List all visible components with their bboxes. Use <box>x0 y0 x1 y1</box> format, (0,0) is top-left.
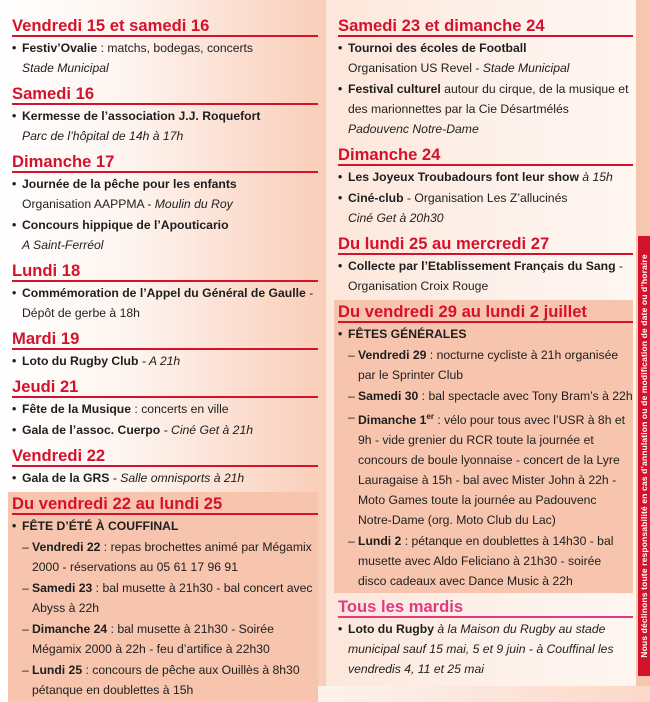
event-description: - Dépôt de gerbe à 18h <box>22 286 314 320</box>
event-item <box>12 516 318 536</box>
event-section <box>338 595 633 681</box>
event-item <box>338 324 633 344</box>
event-detail: - Ciné Get à 21h <box>160 423 253 437</box>
event-item <box>12 468 318 488</box>
section-heading: Dimanche 24 <box>338 143 633 166</box>
section-heading: Du vendredi 22 au lundi 25 <box>12 492 318 515</box>
event-description: : concerts en ville <box>131 402 229 416</box>
event-item <box>12 174 318 194</box>
sub-event-item <box>338 345 633 385</box>
venue-text: Moulin du Roy <box>154 197 233 211</box>
event-item <box>12 283 318 323</box>
event-organizer <box>12 194 318 214</box>
event-title: Gala de la GRS <box>22 471 110 485</box>
event-title: FÊTES GÉNÉRALES <box>348 327 467 341</box>
sub-event-item <box>12 537 318 577</box>
sub-event-item <box>12 660 318 700</box>
right-column-content <box>338 0 633 681</box>
event-detail: à 15h <box>578 170 613 184</box>
event-section <box>338 143 633 230</box>
event-description: autour du cirque, de la musique et des marionnettes par la Cie Désartmélés <box>348 82 629 116</box>
section-heading: Tous les mardis <box>338 595 633 618</box>
sub-event-item <box>338 407 633 530</box>
event-title: Samedi 23 <box>32 581 93 595</box>
event-section <box>12 82 318 148</box>
event-title: Loto du Rugby <box>348 622 434 637</box>
section-heading: Du vendredi 29 au lundi 2 juillet <box>338 300 633 323</box>
event-section <box>8 492 318 702</box>
event-title: Commémoration de l’Appel du Général de Gaulle <box>22 286 306 300</box>
event-venue: A Saint-Ferréol <box>22 238 104 252</box>
event-detail: - A 21h <box>138 354 181 368</box>
venue-text: Stade Municipal <box>482 61 570 75</box>
event-section <box>338 232 633 298</box>
event-title: Kermesse de l’association J.J. Roquefort <box>22 109 261 123</box>
event-title: Fête de la Musique <box>22 402 132 416</box>
event-item <box>12 351 318 371</box>
sub-event-item <box>338 531 633 591</box>
event-description: - Organisation Croix Rouge <box>348 259 623 293</box>
sub-event-item <box>338 386 633 406</box>
event-description: : vélo pour tous avec l’USR à 8h et 9h - vide grenier du RCR toute la journée et concours de boule lyonnaise - concert de la Lyre Lauragaise à 15h - bal avec Mister John à 22h - Moto Games toute la journée au Padouvenc Notre-Dame (org. Moto Club du Lac) <box>358 413 626 528</box>
event-section <box>334 300 633 593</box>
event-organizer <box>338 58 633 78</box>
event-item <box>338 38 633 58</box>
section-heading: Du lundi 25 au mercredi 27 <box>338 232 633 255</box>
event-item <box>12 399 318 419</box>
event-item <box>338 79 633 119</box>
event-item <box>338 188 633 208</box>
sub-event-item <box>12 619 318 659</box>
event-item <box>12 106 318 126</box>
section-heading: Mardi 19 <box>12 327 318 350</box>
organizer-text: Organisation US Revel - <box>348 61 483 75</box>
event-item <box>338 256 633 296</box>
event-venue: Ciné Get à 20h30 <box>348 211 444 225</box>
event-title: Festival culturel <box>348 82 441 96</box>
event-title: FÊTE D’ÉTÉ À COUFFINAL <box>22 519 179 533</box>
event-description: - Organisation Les Z’allucinés <box>403 191 568 205</box>
event-venue: Parc de l’hôpital de 14h à 17h <box>22 129 184 143</box>
section-heading: Dimanche 17 <box>12 150 318 173</box>
event-title: Concours hippique de l’Apouticario <box>22 218 229 232</box>
event-title: Festiv’Ovalie <box>22 41 98 55</box>
event-venue: Padouvenc Notre-Dame <box>348 122 479 136</box>
event-section <box>12 444 318 490</box>
section-heading: Vendredi 15 et samedi 16 <box>12 0 318 37</box>
disclaimer-bar <box>638 236 650 676</box>
section-heading: Vendredi 22 <box>12 444 318 467</box>
event-item <box>338 167 633 187</box>
section-heading: Samedi 23 et dimanche 24 <box>338 0 633 37</box>
event-item <box>12 420 318 440</box>
event-description: : bal musette à 21h30 - Soirée Mégamix 2000 à 22h - feu d’artifice à 22h30 <box>32 622 274 656</box>
event-item <box>12 38 318 58</box>
organizer-text: Organisation AAPPMA - <box>22 197 155 211</box>
event-item <box>12 215 318 235</box>
event-title: Ciné-club <box>348 191 404 205</box>
event-title: Dimanche 24 <box>32 622 108 636</box>
event-description: : matchs, bodegas, concerts <box>97 41 254 55</box>
event-title: Samedi 30 <box>358 389 419 403</box>
event-title: Collecte par l’Etablissement Français du Sang <box>348 259 616 273</box>
event-title: Dimanche 1 <box>358 413 427 428</box>
event-description: : nocturne cycliste à 21h organisée par le Sprinter Club <box>358 348 619 382</box>
section-heading: Lundi 18 <box>12 259 318 282</box>
event-description: : pétanque en doublettes à 14h30 - bal musette avec Aldo Feliciano à 21h30 - soirée disco cadeaux avec Dance Music à 22h <box>358 534 614 589</box>
section-heading: Jeudi 21 <box>12 375 318 398</box>
event-title: Lundi 25 <box>32 663 83 677</box>
left-column <box>0 0 326 697</box>
event-venue: Stade Municipal <box>22 61 109 75</box>
sidebar-strip <box>636 0 650 686</box>
event-description: : repas brochettes animé par Mégamix 2000 - réservations au 05 61 17 96 91 <box>32 540 312 574</box>
event-description: : bal musette à 21h30 - bal concert avec Abyss à 22h <box>32 581 313 615</box>
section-heading: Samedi 16 <box>12 82 318 105</box>
event-title: Loto du Rugby Club <box>22 354 139 368</box>
event-title: Gala de l’assoc. Cuerpo <box>22 423 161 437</box>
event-section <box>12 327 318 373</box>
event-section <box>338 0 633 141</box>
superscript: er <box>426 412 434 421</box>
event-title: Vendredi 29 <box>358 348 427 362</box>
event-section <box>12 259 318 325</box>
disclaimer-text: Nous déclinons toute responsabilité en cas d’annulation ou de modification de date ou d’horaire <box>639 254 649 658</box>
right-column <box>326 0 636 686</box>
event-section <box>12 150 318 257</box>
left-column-content <box>12 0 318 702</box>
event-title: Les Joyeux Troubadours font leur show <box>348 170 579 184</box>
event-section <box>12 0 318 80</box>
event-title: Journée de la pêche pour les enfants <box>22 177 237 191</box>
event-title: Tournoi des écoles de Football <box>348 41 527 55</box>
event-title: Vendredi 22 <box>32 540 101 554</box>
event-section <box>12 375 318 442</box>
event-detail: à la Maison du Rugby au stade municipal sauf 15 mai, 5 et 9 juin - à Couffinal les vendredis 4, 11 et 25 mai <box>348 622 614 677</box>
event-item <box>338 619 633 679</box>
event-description: : concours de pêche aux Ouillès à 8h30 pétanque en doublettes à 15h <box>32 663 300 697</box>
event-description: : bal spectacle avec Tony Bram’s à 22h <box>418 389 633 403</box>
sub-event-item <box>12 578 318 618</box>
event-title: Lundi 2 <box>358 534 402 549</box>
event-detail: - Salle omnisports à 21h <box>109 471 245 485</box>
